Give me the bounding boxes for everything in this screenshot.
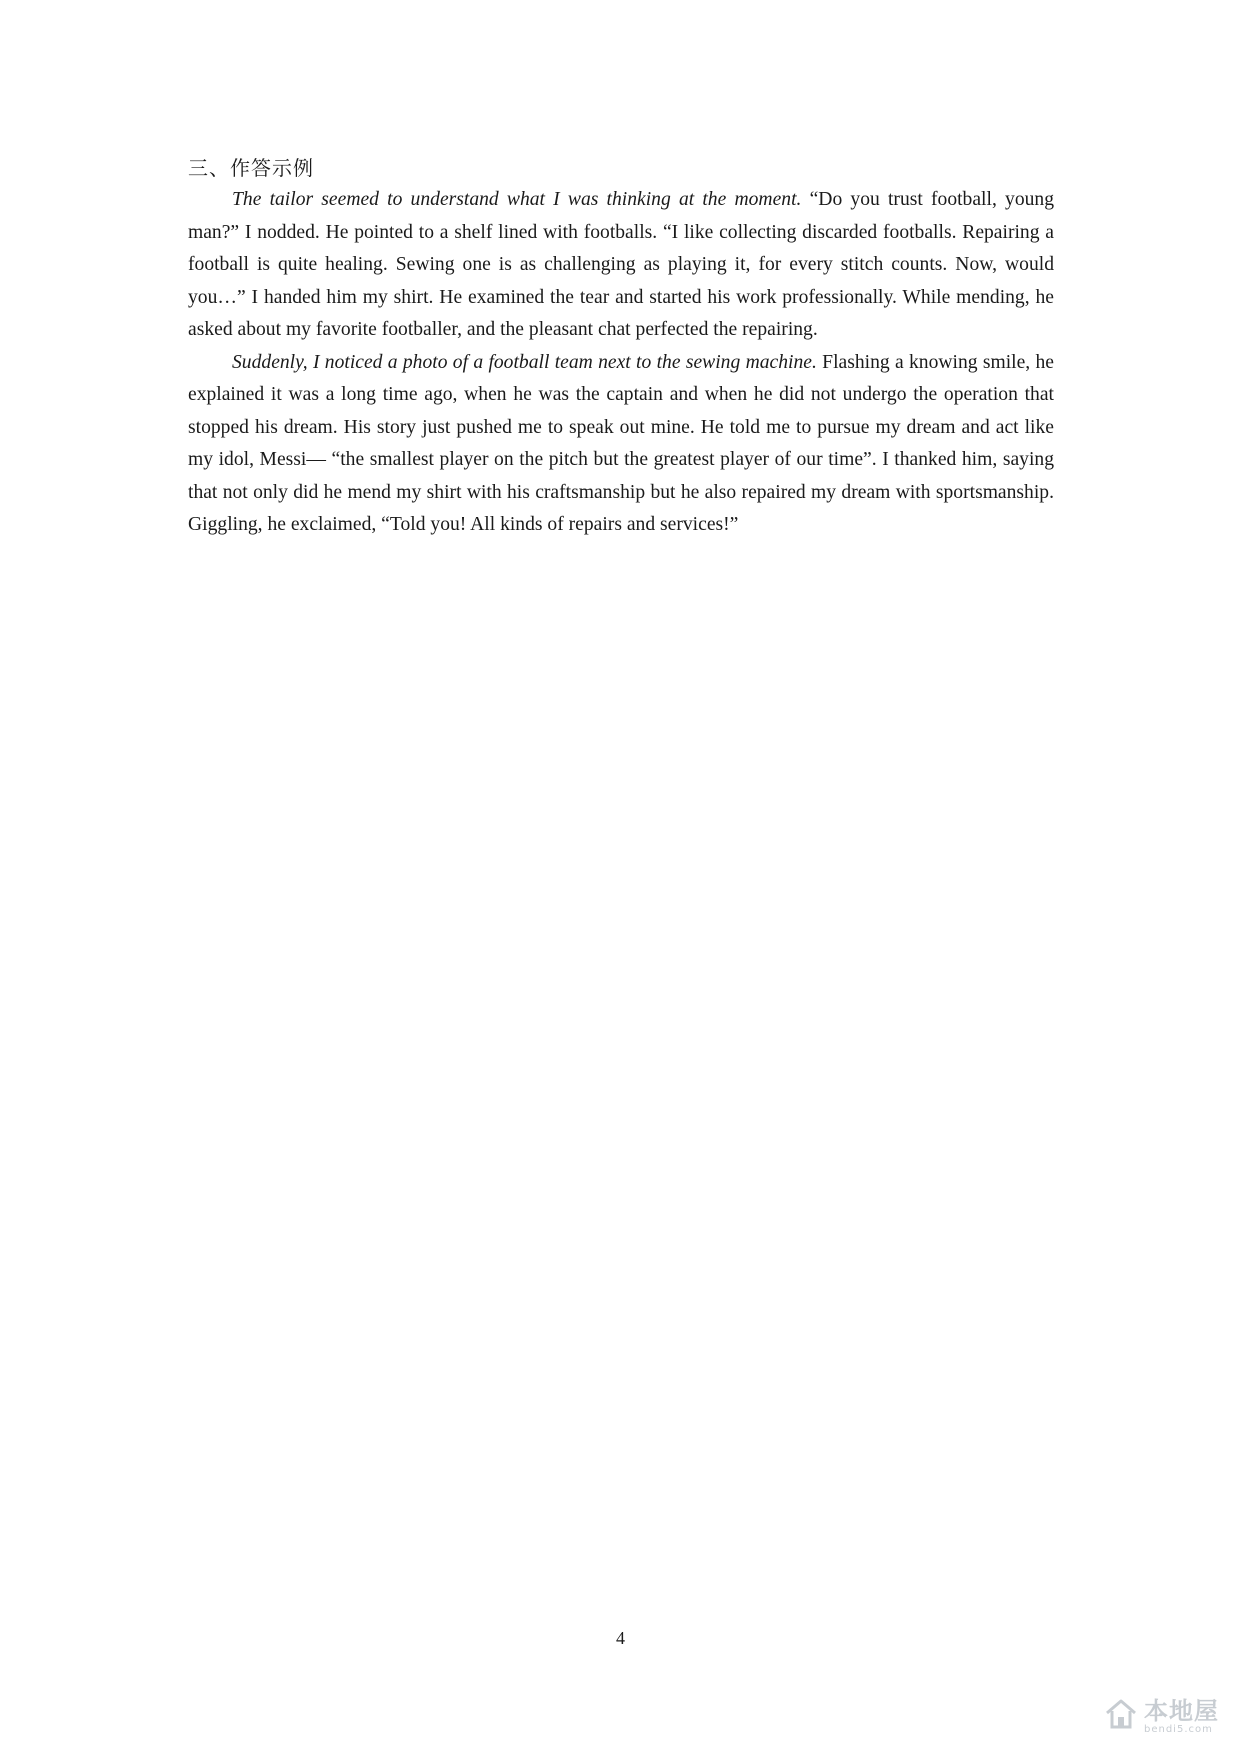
answer-example-section [188,152,1054,542]
house-icon [1104,1697,1138,1736]
watermark-url: bendi5.com [1144,1723,1213,1735]
site-watermark [1104,1697,1219,1736]
section-heading: 三、作答示例 [188,156,314,180]
paragraph-1 [188,184,1054,347]
watermark-name: 本地屋 [1144,1696,1219,1725]
paragraph-2 [188,347,1054,542]
paragraph-1-lead-sentence: The tailor seemed to understand what I was thinking at the moment. [232,189,802,210]
watermark-text [1144,1698,1219,1736]
paragraph-2-lead-sentence: Suddenly, I noticed a photo of a football team next to the sewing machine. [232,351,817,373]
page-number: 4 [616,1628,625,1648]
paragraph-1-body: “Do you trust football, young man?” I nodded. He pointed to a shelf lined with footballs. “I like collecting discarded footballs. Repairing a football is quite healing. Sewing one is as challenging as playing it, for every stitch counts. Now, would you…” I handed him my shirt. He examined the tear and started his work professionally. While mending, he asked about my favorite footballer, and the pleasant chat perfected the repairing. [188,189,1055,340]
paragraph-2-body: Flashing a knowing smile, he explained it was a long time ago, when he was the captain and when he did not undergo the operation that stopped his dream. His story just pushed me to speak out mine. He told me to pursue my dream and act like my idol, Messi— “the smallest player on the pitch but the greatest player of our time”. I thanked him, saying that not only did he mend my shirt with his craftsmanship but he also repaired my dream with sportsmanship. Giggling, he exclaimed, “Told you! All kinds of repairs and services!” [188,351,1055,535]
